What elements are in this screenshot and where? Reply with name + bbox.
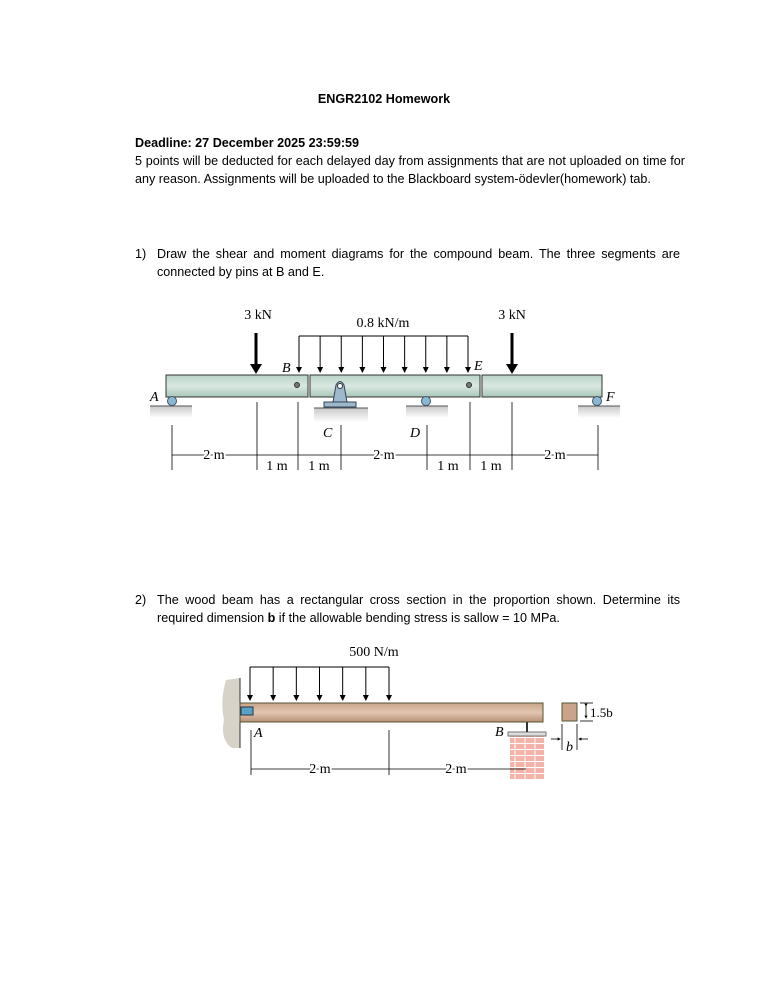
svg-text:2 m: 2 m [309, 762, 331, 777]
cantilever-wood-beam-figure [222, 645, 612, 780]
question-text: The wood beam has a rectangular cross section in the proportion shown. Determine its required dimension b if the allowable bending stress is sallow = 10 MPa. [157, 593, 680, 625]
svg-text:B: B [282, 361, 291, 376]
beam-segment-ef [482, 375, 602, 397]
svg-text:F: F [606, 390, 615, 405]
roller-f-icon [593, 397, 602, 406]
wood-beam [240, 703, 543, 722]
svg-text:3 kN: 3 kN [498, 308, 526, 323]
svg-text:2 m: 2 m [544, 448, 566, 463]
svg-text:C: C [323, 426, 333, 441]
support-a-icon [241, 707, 253, 715]
document-title: ENGR2102 Homework [317, 92, 451, 106]
cross-section [562, 703, 577, 721]
svg-text:B: B [495, 725, 504, 740]
brick-support-b [510, 735, 544, 780]
distributed-load-arrows [250, 667, 389, 700]
distributed-load-arrows [299, 336, 468, 372]
svg-text:2 m: 2 m [445, 762, 467, 777]
beam-segment-ab [166, 375, 308, 397]
question-text: Draw the shear and moment diagrams for the compound beam. The three segments are connected by pins at B and E. [157, 247, 680, 279]
svg-text:D: D [410, 426, 421, 441]
deadline: Deadline: 27 December 2025 23:59:59 [135, 136, 360, 150]
roller-d-icon [422, 397, 431, 406]
svg-text:1 m: 1 m [266, 459, 288, 474]
question-number: 2) [135, 593, 147, 607]
compound-beam-figure [149, 308, 620, 474]
arrow-down-icon [250, 364, 262, 374]
question-number: 1) [135, 247, 147, 261]
svg-text:1 m: 1 m [308, 459, 330, 474]
arrow-down-icon [506, 364, 518, 374]
pin-e-icon [467, 383, 472, 388]
svg-text:0.8 kN/m: 0.8 kN/m [356, 316, 410, 331]
svg-text:1 m: 1 m [437, 459, 459, 474]
svg-text:2 m: 2 m [203, 448, 225, 463]
svg-text:2 m: 2 m [373, 448, 395, 463]
svg-text:A: A [150, 390, 159, 405]
roller-a-icon [168, 397, 177, 406]
pin-b-icon [295, 383, 300, 388]
svg-text:1.5b: 1.5b [590, 705, 613, 720]
svg-text:b: b [566, 740, 573, 755]
svg-text:500 N/m: 500 N/m [349, 645, 399, 660]
svg-text:3 kN: 3 kN [244, 308, 272, 323]
svg-text:1 m: 1 m [480, 459, 502, 474]
wall [222, 678, 240, 748]
late-policy: 5 points will be deducted for each delayed day from assignments that are not uploaded on time for any reason. Assignments will be uploaded to the Blackboard system-ödevler(homework) tab. [135, 154, 685, 186]
svg-text:E: E [474, 359, 483, 374]
svg-text:A: A [254, 726, 263, 741]
